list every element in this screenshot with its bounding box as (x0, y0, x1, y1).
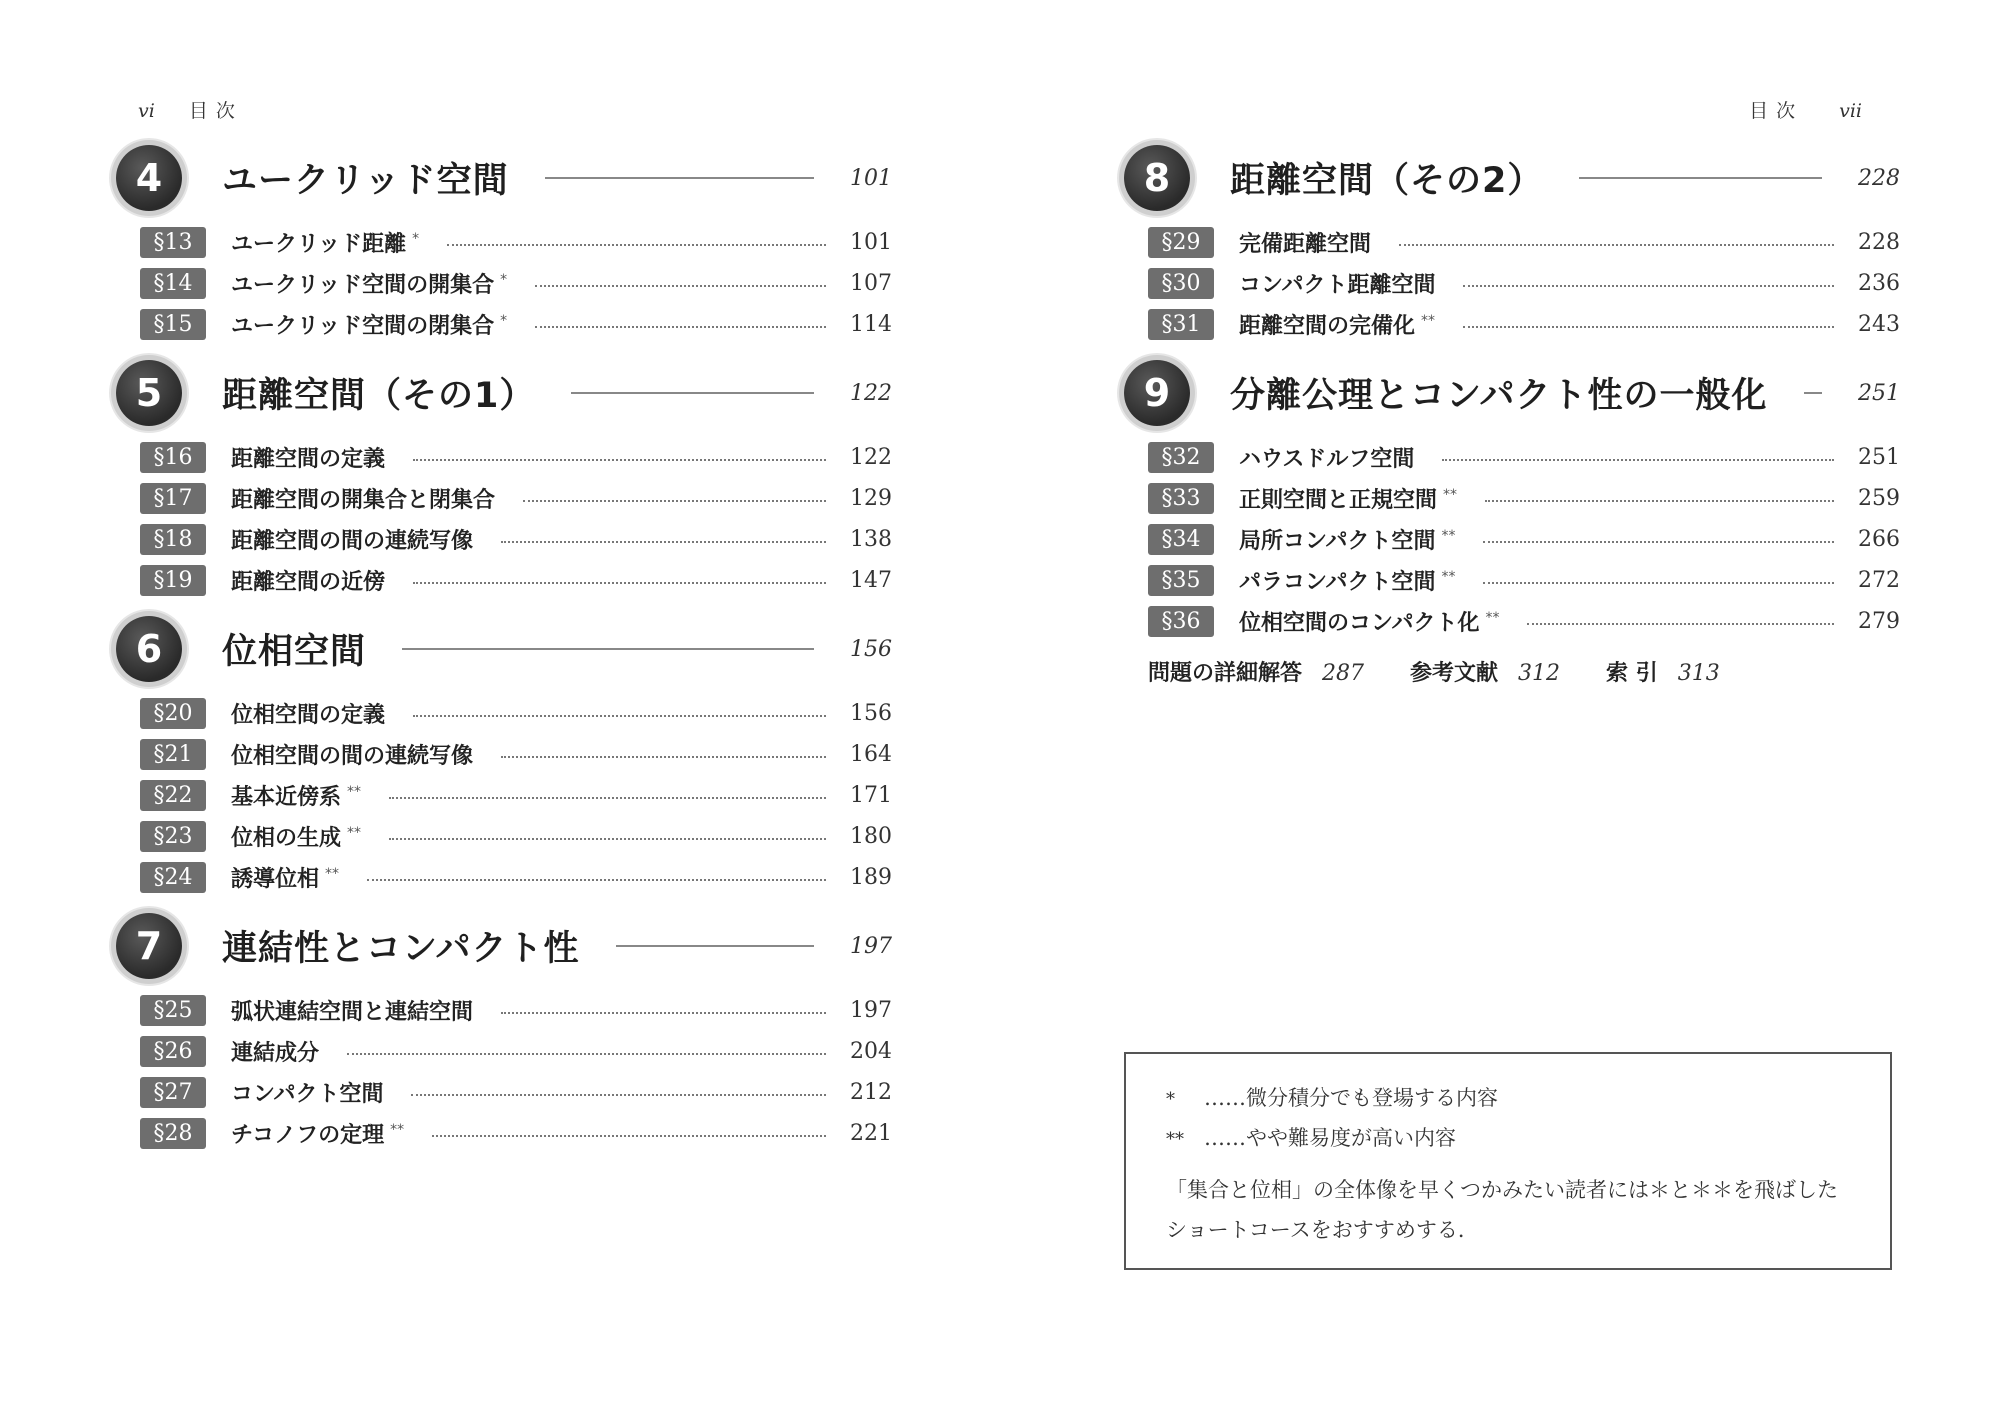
difficulty-mark: * (412, 230, 420, 247)
legend-note-line: ショートコースをおすすめする． (1166, 1218, 1479, 1242)
back-matter-label: 問題の詳細解答 (1148, 661, 1303, 686)
section-title (231, 780, 361, 811)
section-title (1239, 606, 1499, 637)
chapter-heading[interactable] (1124, 355, 1900, 431)
chapter-number-badge: 6 (116, 616, 182, 682)
section-number-badge: §27 (140, 1077, 206, 1108)
section-title-text: ユークリッド空間の開集合 (231, 273, 495, 298)
section-list (116, 222, 892, 345)
section-page-number: 259 (1858, 486, 1900, 511)
running-header (1749, 96, 1862, 123)
section-page-number: 197 (850, 998, 892, 1023)
chapter (116, 140, 892, 345)
legend-line-double (1166, 1118, 1850, 1158)
back-matter-item[interactable] (1148, 656, 1364, 687)
toc-entry[interactable] (116, 560, 892, 601)
chapter-heading[interactable] (1124, 140, 1900, 216)
section-title-text: 弧状連結空間と連結空間 (231, 1000, 474, 1025)
section-number-badge: §20 (140, 698, 206, 729)
dot-leader (1442, 459, 1834, 461)
chapter-number-badge: 5 (116, 360, 182, 426)
difficulty-mark: ** (347, 824, 362, 841)
section-title (231, 739, 473, 770)
toc-entry[interactable] (116, 263, 892, 304)
section-title (1239, 442, 1414, 473)
section-title (231, 524, 473, 555)
dot-leader (523, 500, 826, 502)
section-number-badge: §19 (140, 565, 206, 596)
section-title-text: ユークリッド空間の閉集合 (231, 314, 495, 339)
legend-line-single (1166, 1078, 1850, 1118)
section-title-text: 連結成分 (231, 1041, 320, 1066)
section-title (1239, 268, 1435, 299)
section-title-text: 位相空間のコンパクト化 (1239, 611, 1480, 636)
section-title (231, 821, 361, 852)
chapter-page-number: 251 (1858, 380, 1900, 406)
chapter (116, 355, 892, 601)
chapter-number-badge: 4 (116, 145, 182, 211)
section-title (1239, 309, 1435, 340)
chapter-title: ユークリッド空間 (222, 161, 509, 201)
dot-leader (347, 1053, 826, 1055)
back-matter-item[interactable] (1410, 656, 1560, 687)
section-number-badge: §16 (140, 442, 206, 473)
section-page-number: 272 (1858, 568, 1900, 593)
section-title (231, 227, 419, 258)
section-title-text: パラコンパクト空間 (1239, 570, 1436, 595)
section-title-text: コンパクト空間 (231, 1082, 384, 1107)
section-list (1124, 437, 1900, 642)
section-list (1124, 222, 1900, 345)
right-page (1000, 0, 2000, 1419)
dot-leader (501, 1012, 826, 1014)
section-number-badge: §26 (140, 1036, 206, 1067)
chapter-rule (616, 945, 814, 947)
legend-box (1124, 1052, 1892, 1270)
section-number-badge: §34 (1148, 524, 1214, 555)
section-number-badge: §33 (1148, 483, 1214, 514)
legend-symbol-double: ** (1166, 1129, 1184, 1150)
toc-entry[interactable] (1124, 304, 1900, 345)
legend-note (1166, 1170, 1850, 1250)
section-number-badge: §24 (140, 862, 206, 893)
section-title-text: 距離空間の近傍 (231, 570, 386, 595)
section-number-badge: §28 (140, 1118, 206, 1149)
difficulty-mark: ** (1485, 609, 1500, 626)
chapter-title: 連結性とコンパクト性 (222, 929, 580, 969)
section-title-text: 位相空間の定義 (231, 703, 386, 728)
dot-leader (1463, 285, 1834, 287)
section-title-text: 距離空間の定義 (231, 447, 386, 472)
dot-leader (413, 715, 826, 717)
back-matter-page-number: 287 (1322, 661, 1365, 686)
toc-entry[interactable] (1124, 263, 1900, 304)
legend-text-double: ……やや難易度が高い内容 (1204, 1126, 1456, 1150)
toc-entry[interactable] (1124, 478, 1900, 519)
section-number-badge: §23 (140, 821, 206, 852)
back-matter-page-number: 313 (1677, 661, 1720, 686)
dot-leader (411, 1094, 826, 1096)
chapter-heading[interactable] (116, 908, 892, 984)
section-title-text: 位相空間の間の連続写像 (231, 744, 474, 769)
difficulty-mark: ** (1443, 486, 1458, 503)
section-list (116, 693, 892, 898)
section-page-number: 171 (850, 783, 892, 808)
dot-leader (413, 582, 826, 584)
chapter-rule (571, 392, 814, 394)
section-number-badge: §13 (140, 227, 206, 258)
section-number-badge: §29 (1148, 227, 1214, 258)
section-title (1239, 524, 1455, 555)
dot-leader (367, 879, 826, 881)
section-title-text: 誘導位相 (231, 867, 320, 892)
section-page-number: 204 (850, 1039, 892, 1064)
section-page-number: 180 (850, 824, 892, 849)
section-page-number: 236 (1858, 271, 1900, 296)
dot-leader (447, 244, 826, 246)
toc-entry[interactable] (1124, 222, 1900, 263)
section-title-text: 基本近傍系 (231, 785, 342, 810)
dot-leader (1483, 582, 1834, 584)
section-page-number: 107 (850, 271, 892, 296)
section-title (231, 995, 473, 1026)
section-page-number: 101 (850, 230, 892, 255)
chapter-page-number: 228 (1858, 165, 1900, 191)
section-number-badge: §14 (140, 268, 206, 299)
section-title (231, 1118, 404, 1149)
section-number-badge: §35 (1148, 565, 1214, 596)
toc-entry[interactable] (1124, 519, 1900, 560)
back-matter-page-number: 312 (1518, 661, 1561, 686)
difficulty-mark: ** (347, 783, 362, 800)
section-title-text: コンパクト距離空間 (1239, 273, 1436, 298)
dot-leader (1485, 500, 1834, 502)
chapter-page-number: 197 (850, 933, 892, 959)
section-title (231, 309, 507, 340)
chapter-title: 位相空間 (222, 632, 367, 672)
section-page-number: 266 (1858, 527, 1900, 552)
header-title: 目次 (188, 100, 243, 122)
chapter (1124, 140, 1900, 345)
toc-entry[interactable] (1124, 437, 1900, 478)
section-list (116, 990, 892, 1154)
section-page-number: 138 (850, 527, 892, 552)
dot-leader (535, 326, 826, 328)
header-page-number: vi (138, 100, 155, 122)
toc-column (116, 140, 892, 1164)
toc-entry[interactable] (116, 437, 892, 478)
section-number-badge: §15 (140, 309, 206, 340)
section-page-number: 221 (850, 1121, 892, 1146)
dot-leader (432, 1135, 826, 1137)
dot-leader (501, 756, 826, 758)
section-page-number: 164 (850, 742, 892, 767)
chapter-list (1124, 140, 1900, 642)
dot-leader (1483, 541, 1834, 543)
difficulty-mark: ** (390, 1121, 405, 1138)
section-number-badge: §30 (1148, 268, 1214, 299)
section-number-badge: §22 (140, 780, 206, 811)
section-page-number: 251 (1858, 445, 1900, 470)
section-title (231, 442, 385, 473)
toc-entry[interactable] (1124, 560, 1900, 601)
section-title-text: 局所コンパクト空間 (1239, 529, 1436, 554)
section-title (231, 1077, 383, 1108)
section-number-badge: §25 (140, 995, 206, 1026)
section-title (1239, 483, 1457, 514)
section-title (231, 565, 385, 596)
dot-leader (535, 285, 826, 287)
section-number-badge: §32 (1148, 442, 1214, 473)
section-page-number: 212 (850, 1080, 892, 1105)
dot-leader (389, 797, 826, 799)
chapter-page-number: 156 (850, 636, 892, 662)
chapter-heading[interactable] (116, 611, 892, 687)
chapter-title: 距離空間（その1） (222, 376, 536, 416)
section-page-number: 129 (850, 486, 892, 511)
section-title (231, 862, 339, 893)
toc-entry[interactable] (116, 1113, 892, 1154)
section-title (1239, 565, 1455, 596)
toc-entry[interactable] (116, 734, 892, 775)
dot-leader (413, 459, 826, 461)
toc-entry[interactable] (116, 775, 892, 816)
chapter-rule (1579, 177, 1822, 179)
toc-entry[interactable] (116, 816, 892, 857)
difficulty-mark: ** (1441, 527, 1456, 544)
dot-leader (389, 838, 826, 840)
back-matter-label: 索 引 (1606, 661, 1658, 686)
section-page-number: 122 (850, 445, 892, 470)
section-title (231, 1036, 319, 1067)
toc-column (1124, 140, 1900, 687)
chapter-page-number: 101 (850, 165, 892, 191)
section-page-number: 189 (850, 865, 892, 890)
section-page-number: 156 (850, 701, 892, 726)
chapter (1124, 355, 1900, 642)
section-number-badge: §36 (1148, 606, 1214, 637)
section-page-number: 228 (1858, 230, 1900, 255)
difficulty-mark: * (500, 312, 508, 329)
back-matter-list (1124, 656, 1900, 687)
toc-entry[interactable] (1124, 601, 1900, 642)
header-title: 目次 (1749, 100, 1804, 122)
chapter-rule (402, 648, 814, 650)
dot-leader (1527, 623, 1834, 625)
section-title-text: 距離空間の間の連続写像 (231, 529, 474, 554)
section-title (231, 483, 495, 514)
chapter (116, 611, 892, 898)
section-title (231, 698, 385, 729)
difficulty-mark: * (500, 271, 508, 288)
section-title (231, 268, 507, 299)
section-title-text: ハウスドルフ空間 (1239, 447, 1415, 472)
toc-entry[interactable] (116, 990, 892, 1031)
chapter-number-badge: 8 (1124, 145, 1190, 211)
section-page-number: 243 (1858, 312, 1900, 337)
difficulty-mark: ** (1441, 568, 1456, 585)
section-title (1239, 227, 1371, 258)
chapter-number-badge: 7 (116, 913, 182, 979)
section-title-text: 距離空間の開集合と閉集合 (231, 488, 496, 513)
running-header (138, 96, 243, 123)
section-page-number: 114 (850, 312, 892, 337)
back-matter-label: 参考文献 (1410, 661, 1499, 686)
section-page-number: 279 (1858, 609, 1900, 634)
section-title-text: 位相の生成 (231, 826, 342, 851)
chapter-rule (545, 177, 814, 179)
back-matter-item[interactable] (1606, 656, 1720, 687)
chapter-heading[interactable] (116, 355, 892, 431)
section-number-badge: §31 (1148, 309, 1214, 340)
chapter-rule (1804, 392, 1822, 394)
section-number-badge: §18 (140, 524, 206, 555)
section-title-text: ユークリッド距離 (231, 232, 407, 257)
chapter-title: 距離空間（その2） (1230, 161, 1544, 201)
section-page-number: 147 (850, 568, 892, 593)
chapter-page-number: 122 (850, 380, 892, 406)
toc-entry[interactable] (116, 222, 892, 263)
header-page-number: vii (1839, 100, 1862, 122)
chapter-number-badge: 9 (1124, 360, 1190, 426)
chapter-heading[interactable] (116, 140, 892, 216)
section-title-text: 完備距離空間 (1239, 232, 1372, 257)
chapter-title: 分離公理とコンパクト性の一般化 (1230, 376, 1768, 416)
legend-text-single: ……微分積分でも登場する内容 (1204, 1086, 1498, 1110)
dot-leader (501, 541, 826, 543)
section-title-text: チコノフの定理 (231, 1123, 385, 1148)
toc-entry[interactable] (116, 1031, 892, 1072)
section-title-text: 距離空間の完備化 (1239, 314, 1416, 339)
dot-leader (1399, 244, 1834, 246)
toc-entry[interactable] (116, 1072, 892, 1113)
section-number-badge: §21 (140, 739, 206, 770)
toc-entry[interactable] (116, 304, 892, 345)
difficulty-mark: ** (325, 865, 340, 882)
toc-entry[interactable] (116, 519, 892, 560)
legend-note-line: 「集合と位相」の全体像を早くつかみたい読者には＊と＊＊を飛ばした (1166, 1178, 1838, 1202)
section-number-badge: §17 (140, 483, 206, 514)
difficulty-mark: ** (1421, 312, 1436, 329)
section-title-text: 正則空間と正規空間 (1239, 488, 1438, 513)
toc-entry[interactable] (116, 478, 892, 519)
chapter (116, 908, 892, 1154)
toc-entry[interactable] (116, 857, 892, 898)
dot-leader (1463, 326, 1834, 328)
toc-entry[interactable] (116, 693, 892, 734)
section-list (116, 437, 892, 601)
legend-symbol-single: * (1166, 1089, 1175, 1110)
